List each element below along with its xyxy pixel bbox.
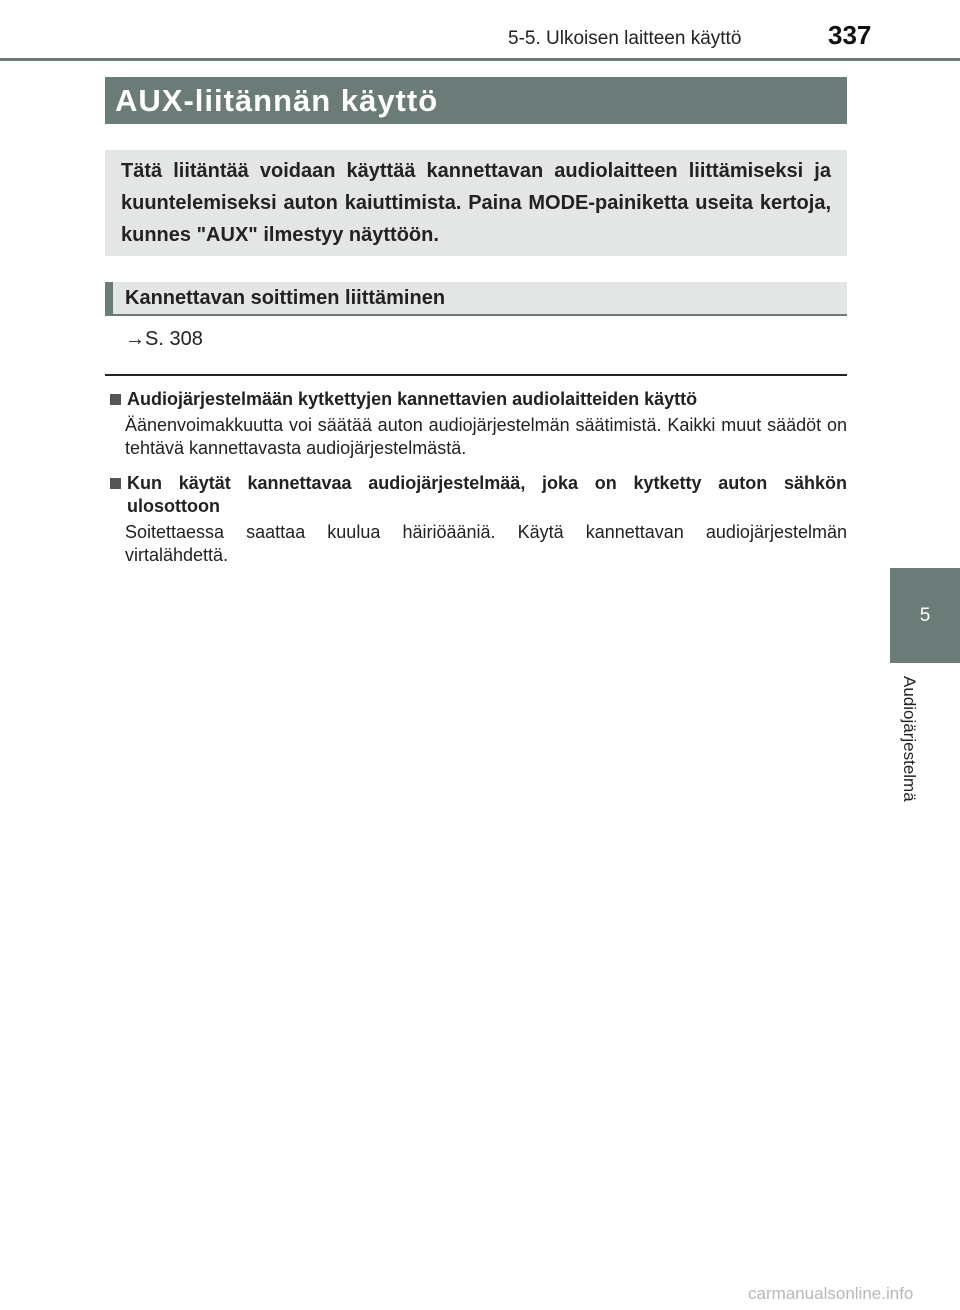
page-number: 337 bbox=[828, 20, 872, 50]
note-body: Äänenvoimakkuutta voi säätää auton audiojärjestelmän säätimistä. Kaikki muut säädöt on tehtävä kannettavasta audiojärjestelmästä. bbox=[125, 415, 847, 458]
note-heading bbox=[110, 388, 847, 411]
subheading-bar bbox=[105, 282, 847, 316]
watermark: carmanualsonline.info bbox=[748, 1284, 914, 1303]
intro-box bbox=[105, 150, 847, 256]
subheading: Kannettavan soittimen liittäminen bbox=[125, 286, 446, 309]
note-body: Soitettaessa saattaa kuulua häiriöääniä. Käytä kannettavan audiojärjestelmän virtalähdettä. bbox=[125, 522, 847, 565]
note-item bbox=[110, 388, 847, 460]
note-heading-text: Audiojärjestelmään kytkettyjen kannettavien audiolaitteiden käyttö bbox=[127, 389, 698, 409]
chapter-tab bbox=[890, 568, 960, 663]
page-reference-link[interactable]: →S. 308 bbox=[125, 328, 203, 350]
square-bullet-icon bbox=[110, 478, 121, 489]
section-divider bbox=[105, 374, 847, 376]
header-divider bbox=[0, 58, 960, 61]
note-item bbox=[110, 472, 847, 567]
chapter-number: 5 bbox=[919, 604, 931, 626]
square-bullet-icon bbox=[110, 394, 121, 405]
page-title-bar bbox=[105, 77, 847, 124]
page-title: AUX-liitännän käyttö bbox=[115, 82, 439, 118]
intro-text: Tätä liitäntää voidaan käyttää kannettavan audiolaitteen liittämiseksi ja kuuntelemiseksi auton kaiuttimista. Paina MODE-painiketta useita kertoja, kunnes "AUX" ilmestyy näyttöön. bbox=[121, 160, 831, 246]
header-section-title: 5-5. Ulkoisen laitteen käyttö bbox=[508, 28, 742, 49]
note-heading bbox=[110, 472, 847, 518]
chapter-label: Audiojärjestelmä bbox=[900, 676, 919, 802]
note-heading-text: Kun käytät kannettavaa audiojärjestelmää, joka on kytketty auton sähkön ulosottoon bbox=[127, 473, 847, 516]
